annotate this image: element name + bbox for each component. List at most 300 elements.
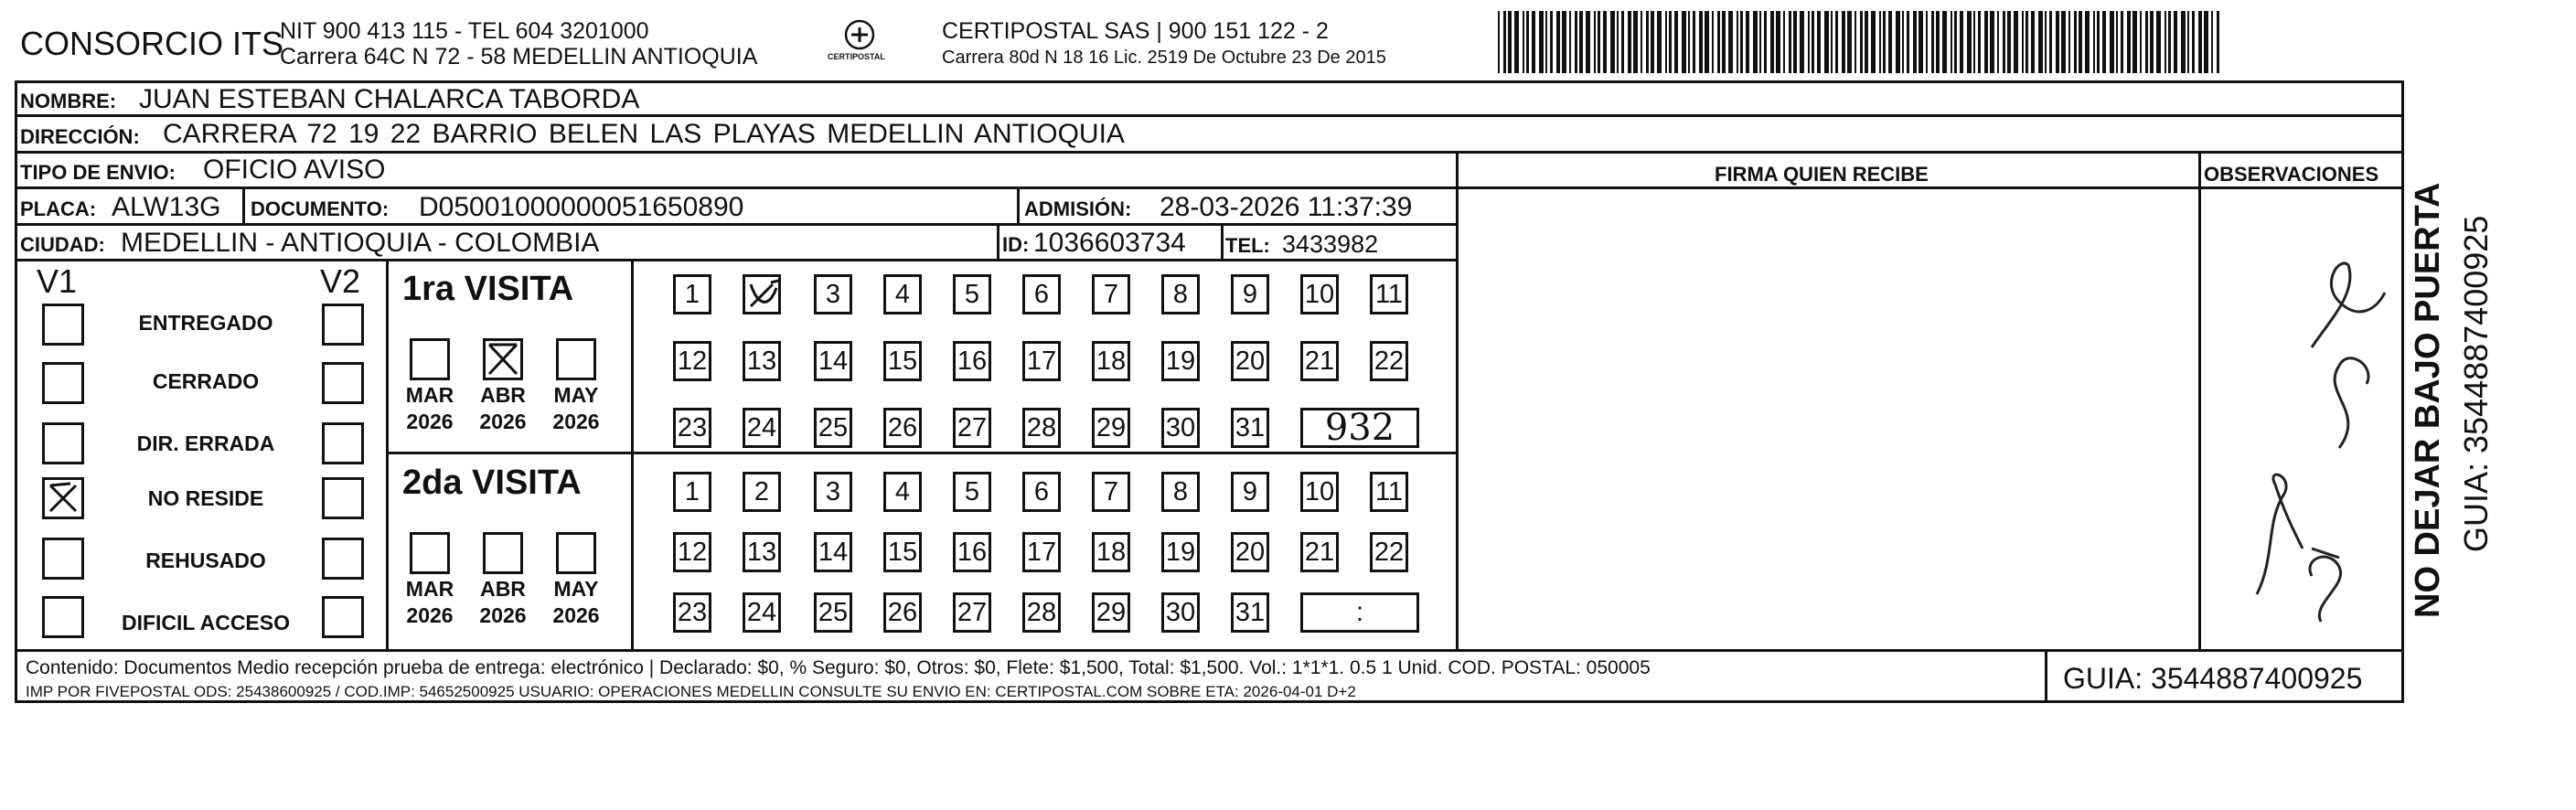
visit-2-day-box[interactable] bbox=[1161, 592, 1200, 633]
day-number: 23 bbox=[677, 412, 708, 442]
carrier-address: Carrera 80d N 18 16 Lic. 2519 De Octubre 23 De 2015 bbox=[942, 48, 1386, 68]
address-label: DIRECCIÓN: bbox=[20, 125, 140, 148]
day-number: 5 bbox=[964, 279, 980, 309]
barcode-bar bbox=[2116, 11, 2118, 73]
day-number: 18 bbox=[1096, 537, 1127, 567]
visit-2-day-box[interactable] bbox=[1231, 532, 1269, 572]
visit-2-day-box[interactable] bbox=[814, 532, 852, 572]
barcode-bar bbox=[1967, 11, 1972, 73]
barcode-bar bbox=[1579, 11, 1583, 73]
visit-1-day-box[interactable] bbox=[673, 274, 711, 314]
nit-line: NIT 900 413 115 - TEL 604 3201000 bbox=[280, 18, 649, 44]
city-label: CIUDAD: bbox=[20, 233, 105, 256]
visit-2-day-box[interactable] bbox=[673, 532, 711, 572]
visit-2-day-box[interactable] bbox=[953, 532, 991, 572]
barcode-bar bbox=[2140, 11, 2142, 73]
barcode-bar bbox=[1617, 11, 1619, 73]
day-number: 3 bbox=[825, 476, 841, 506]
barcode-bar bbox=[1569, 11, 1571, 73]
day-number: 26 bbox=[887, 597, 918, 627]
barcode-bar bbox=[2217, 11, 2219, 73]
barcode-bar bbox=[2014, 11, 2018, 73]
cell-divider bbox=[242, 188, 245, 223]
barcode-bar bbox=[2204, 11, 2208, 73]
visit-1-day-box[interactable] bbox=[1161, 341, 1200, 381]
visit-2-time-box[interactable] bbox=[1300, 592, 1419, 633]
day-number: 30 bbox=[1165, 412, 1196, 442]
column-divider bbox=[1456, 152, 1459, 649]
day-number: 11 bbox=[1374, 279, 1404, 309]
id-label: ID: bbox=[1002, 233, 1030, 256]
visit-1-day-box[interactable] bbox=[1022, 408, 1061, 448]
document-label: DOCUMENTO: bbox=[251, 197, 390, 220]
month-year: 2026 bbox=[479, 410, 527, 433]
day-number: 27 bbox=[957, 597, 988, 627]
barcode-bar bbox=[1603, 11, 1607, 73]
visit-2-day-box[interactable] bbox=[953, 592, 991, 633]
visit-2-day-box[interactable] bbox=[883, 532, 922, 572]
visit-1-month-label bbox=[549, 382, 604, 435]
barcode-bar bbox=[1550, 11, 1553, 73]
barcode-bar bbox=[1812, 11, 1814, 73]
visit-2-month-checkbox[interactable] bbox=[556, 532, 596, 574]
visit-2-month-checkbox[interactable] bbox=[483, 532, 523, 574]
visit-2-day-box[interactable] bbox=[743, 532, 781, 572]
barcode-bar bbox=[1896, 11, 1900, 73]
v1-status-checkbox[interactable] bbox=[42, 596, 84, 638]
id-value: 1036603734 bbox=[1033, 228, 1186, 258]
visit-1-day-box[interactable] bbox=[1092, 408, 1130, 448]
visit-2-day-box[interactable] bbox=[1231, 472, 1269, 512]
day-number: 31 bbox=[1235, 597, 1266, 627]
recipient-name: JUAN ESTEBAN CHALARCA TABORDA bbox=[139, 84, 640, 114]
barcode-bar bbox=[1753, 11, 1758, 73]
tel-value: 3433982 bbox=[1282, 230, 1379, 258]
day-number: 17 bbox=[1026, 537, 1057, 567]
barcode-bar bbox=[2038, 11, 2043, 73]
barcode-bar bbox=[1545, 11, 1547, 73]
visit-1-day-box[interactable] bbox=[953, 408, 991, 448]
barcode-bar bbox=[2093, 11, 2095, 73]
day-number: 2 bbox=[754, 476, 770, 506]
barcode-bar bbox=[2198, 11, 2202, 73]
circled-day-icon bbox=[745, 277, 782, 314]
visit-2-day-box[interactable] bbox=[883, 472, 922, 512]
row-divider bbox=[15, 151, 2404, 154]
barcode-bar bbox=[2164, 11, 2166, 73]
barcode-bar bbox=[1674, 11, 1678, 73]
visit-1-day-box[interactable] bbox=[673, 341, 711, 381]
visit-2-day-box[interactable] bbox=[743, 472, 781, 512]
visit-1-day-box[interactable] bbox=[883, 274, 922, 314]
visit-1-day-box[interactable] bbox=[1231, 408, 1269, 448]
visit-1-day-box[interactable] bbox=[883, 408, 922, 448]
day-number: 4 bbox=[894, 476, 911, 506]
month-name: MAY bbox=[553, 577, 599, 601]
barcode-bar bbox=[1865, 11, 1868, 73]
month-name: MAY bbox=[553, 383, 599, 407]
barcode-bar bbox=[1951, 11, 1952, 73]
barcode-bar bbox=[1503, 11, 1506, 73]
barcode-bar bbox=[1610, 11, 1615, 73]
barcode-bar bbox=[2097, 11, 2100, 73]
v1-status-checkbox[interactable] bbox=[42, 362, 84, 404]
barcode bbox=[1498, 11, 2229, 73]
visit-2-day-box[interactable] bbox=[1022, 532, 1061, 572]
v2-status-checkbox[interactable] bbox=[322, 422, 364, 464]
barcode-bar bbox=[2211, 11, 2213, 73]
visit-time: : bbox=[1355, 597, 1364, 627]
barcode-bar bbox=[1936, 11, 1940, 73]
month-year: 2026 bbox=[406, 410, 454, 433]
day-number: 20 bbox=[1235, 537, 1266, 567]
v2-status-checkbox[interactable] bbox=[322, 596, 364, 638]
day-number: 24 bbox=[746, 597, 777, 627]
barcode-bar bbox=[1978, 11, 1981, 73]
day-number: 1 bbox=[684, 476, 700, 506]
barcode-bar bbox=[1888, 11, 1892, 73]
visit-1-day-box[interactable] bbox=[743, 408, 781, 448]
visit-1-day-box[interactable] bbox=[814, 341, 852, 381]
visit-2-day-box[interactable] bbox=[1092, 532, 1130, 572]
visit-2-month-label bbox=[549, 576, 604, 629]
visit-1-day-box[interactable] bbox=[1022, 341, 1061, 381]
visit-1-day-box[interactable] bbox=[673, 408, 711, 448]
day-number: 28 bbox=[1026, 597, 1057, 627]
v1-status-checkbox[interactable] bbox=[42, 304, 84, 346]
barcode-bar bbox=[2068, 11, 2070, 73]
day-number: 22 bbox=[1374, 537, 1405, 567]
visit-2-day-box[interactable] bbox=[1300, 472, 1339, 512]
month-year: 2026 bbox=[406, 603, 454, 627]
barcode-bar bbox=[2085, 11, 2090, 73]
barcode-bar bbox=[1824, 11, 1829, 73]
barcode-bar bbox=[1871, 11, 1876, 73]
day-number: 29 bbox=[1096, 412, 1127, 442]
day-number: 10 bbox=[1304, 476, 1335, 506]
barcode-bar bbox=[1847, 11, 1852, 73]
visit-1-day-box[interactable] bbox=[1161, 274, 1200, 314]
day-number: 16 bbox=[957, 346, 988, 376]
barcode-bar bbox=[1831, 11, 1833, 73]
barcode-bar bbox=[1722, 11, 1726, 73]
barcode-bar bbox=[1931, 11, 1934, 73]
barcode-bar bbox=[2061, 11, 2066, 73]
barcode-bar bbox=[1789, 11, 1791, 73]
barcode-bar bbox=[1737, 11, 1738, 73]
carrier-line: CERTIPOSTAL SAS | 900 151 122 - 2 bbox=[942, 18, 1329, 44]
month-name: ABR bbox=[480, 383, 526, 407]
visit-1-month-label bbox=[476, 382, 530, 435]
day-number: 8 bbox=[1172, 279, 1189, 309]
barcode-bar bbox=[1562, 11, 1566, 73]
visit-1-day-box[interactable] bbox=[743, 274, 781, 314]
day-number: 6 bbox=[1033, 476, 1050, 506]
barcode-bar bbox=[1740, 11, 1743, 73]
cell-divider bbox=[1221, 225, 1224, 260]
day-number: 13 bbox=[746, 346, 777, 376]
visit-2-day-box[interactable] bbox=[1231, 592, 1269, 633]
cell-divider bbox=[1017, 188, 1020, 223]
visit-2-day-box[interactable] bbox=[673, 472, 711, 512]
barcode-bar bbox=[2174, 11, 2177, 73]
row-divider bbox=[15, 223, 1456, 226]
barcode-bar bbox=[1960, 11, 1963, 73]
barcode-bar bbox=[2079, 11, 2082, 73]
visit-1-day-box[interactable] bbox=[814, 274, 852, 314]
day-number: 5 bbox=[964, 476, 980, 506]
side-notice: NO DEJAR BAJO PUERTA bbox=[2409, 182, 2447, 618]
barcode-bar bbox=[2022, 11, 2024, 73]
barcode-bar bbox=[1508, 11, 1512, 73]
day-number: 19 bbox=[1165, 537, 1196, 567]
visit-2-month-label bbox=[402, 576, 457, 629]
barcode-bar bbox=[2168, 11, 2171, 73]
visit-1-day-box[interactable] bbox=[1300, 341, 1339, 381]
day-number: 1 bbox=[684, 279, 700, 309]
barcode-bar bbox=[1651, 11, 1654, 73]
admission-label: ADMISIÓN: bbox=[1024, 197, 1132, 220]
month-name: MAR bbox=[405, 383, 454, 407]
visit-1-month-checkbox[interactable] bbox=[556, 338, 596, 380]
city-value: MEDELLIN - ANTIOQUIA - COLOMBIA bbox=[121, 228, 600, 258]
day-number: 16 bbox=[957, 537, 988, 567]
barcode-bar bbox=[2026, 11, 2028, 73]
visit-2-day-box[interactable] bbox=[1092, 592, 1130, 633]
day-number: 23 bbox=[677, 597, 708, 627]
visit-1-day-box[interactable] bbox=[1370, 341, 1408, 381]
barcode-bar bbox=[1498, 11, 1500, 73]
visit-1-day-box[interactable] bbox=[953, 274, 991, 314]
day-number: 25 bbox=[818, 412, 849, 442]
barcode-bar bbox=[2003, 11, 2005, 73]
v2-status-checkbox[interactable] bbox=[322, 362, 364, 404]
barcode-bar bbox=[1919, 11, 1923, 73]
row-divider bbox=[15, 114, 2404, 117]
barcode-bar bbox=[1646, 11, 1649, 73]
cell-divider bbox=[2045, 649, 2047, 703]
barcode-bar bbox=[1842, 11, 1845, 73]
barcode-bar bbox=[1575, 11, 1577, 73]
barcode-bar bbox=[1883, 11, 1886, 73]
barcode-bar bbox=[1997, 11, 1999, 73]
day-number: 28 bbox=[1026, 412, 1057, 442]
day-number: 27 bbox=[957, 412, 988, 442]
status-label: REHUSADO bbox=[145, 549, 266, 572]
barcode-bar bbox=[2031, 11, 2035, 73]
document-value: D05001000000051650890 bbox=[419, 192, 744, 222]
day-number: 3 bbox=[825, 279, 841, 309]
barcode-bar bbox=[2056, 11, 2059, 73]
v2-status-checkbox[interactable] bbox=[322, 304, 364, 346]
visit-1-day-box[interactable] bbox=[1092, 341, 1130, 381]
barcode-bar bbox=[1523, 11, 1524, 73]
observation-handwriting bbox=[2202, 238, 2403, 640]
barcode-bar bbox=[1800, 11, 1804, 73]
barcode-bar bbox=[1621, 11, 1624, 73]
day-number: 9 bbox=[1242, 279, 1258, 309]
visit-2-day-box[interactable] bbox=[743, 592, 781, 633]
barcode-bar bbox=[1793, 11, 1797, 73]
barcode-bar bbox=[1633, 11, 1638, 73]
visit-2-day-box[interactable] bbox=[1092, 472, 1130, 512]
plate-value: ALW13G bbox=[112, 192, 221, 222]
day-number: 9 bbox=[1242, 476, 1258, 506]
row-divider bbox=[15, 187, 2404, 189]
certipostal-logo bbox=[818, 16, 901, 68]
visit-1-day-box[interactable] bbox=[1022, 274, 1061, 314]
day-number: 12 bbox=[677, 346, 708, 376]
footer-content: Contenido: Documentos Medio recepción prueba de entrega: electrónico | Declarado: $0, % Seguro: $0, Otros: $0, Flete: $1,500, Total: $1,500. Vol.: 1*1*1. 0.5 1 Unid. COD. POSTAL: 050005 bbox=[26, 657, 1651, 678]
day-number: 24 bbox=[746, 412, 777, 442]
barcode-bar bbox=[1712, 11, 1714, 73]
barcode-bar bbox=[1688, 11, 1690, 73]
visit-2-day-box[interactable] bbox=[814, 592, 852, 633]
visit-2-day-box[interactable] bbox=[1161, 532, 1200, 572]
v1-status-checkbox[interactable] bbox=[42, 422, 84, 464]
day-number: 7 bbox=[1103, 279, 1119, 309]
shipment-type: OFICIO AVISO bbox=[203, 155, 386, 185]
barcode-bar bbox=[1835, 11, 1838, 73]
visit-1-time-box[interactable] bbox=[1300, 408, 1419, 448]
barcode-bar bbox=[1728, 11, 1733, 73]
visit-2-day-box[interactable] bbox=[1300, 532, 1339, 572]
barcode-bar bbox=[2110, 11, 2114, 73]
observations-label: OBSERVACIONES bbox=[2204, 163, 2379, 186]
day-number: 20 bbox=[1235, 346, 1266, 376]
barcode-bar bbox=[1746, 11, 1749, 73]
barcode-bar bbox=[2121, 11, 2123, 73]
barcode-bar bbox=[1954, 11, 1957, 73]
visit-2-day-box[interactable] bbox=[883, 592, 922, 633]
visit-1-day-box[interactable] bbox=[1161, 408, 1200, 448]
company-address: Carrera 64C N 72 - 58 MEDELLIN ANTIOQUIA bbox=[280, 44, 758, 69]
barcode-bar bbox=[1913, 11, 1917, 73]
v1-status-checkbox[interactable] bbox=[42, 538, 84, 580]
barcode-bar bbox=[1594, 11, 1596, 73]
barcode-bar bbox=[2181, 11, 2186, 73]
barcode-bar bbox=[1514, 11, 1519, 73]
visit-2-month-label bbox=[476, 576, 530, 629]
month-year: 2026 bbox=[552, 410, 600, 433]
month-year: 2026 bbox=[552, 603, 600, 627]
barcode-bar bbox=[1817, 11, 1821, 73]
visit-divider bbox=[386, 452, 1456, 454]
column-divider bbox=[386, 260, 389, 649]
day-number: 18 bbox=[1096, 346, 1127, 376]
visit-2-day-box[interactable] bbox=[673, 592, 711, 633]
day-number: 15 bbox=[887, 537, 918, 567]
visit-2-month-checkbox[interactable] bbox=[410, 532, 450, 574]
barcode-bar bbox=[1628, 11, 1631, 73]
visit-1-day-box[interactable] bbox=[1231, 341, 1269, 381]
status-label: DIFICIL ACCESO bbox=[121, 611, 290, 634]
v1-label: V1 bbox=[37, 262, 78, 300]
barcode-bar bbox=[1586, 11, 1590, 73]
visit-2-day-box[interactable] bbox=[1022, 472, 1061, 512]
barcode-bar bbox=[1926, 11, 1928, 73]
column-divider bbox=[2198, 152, 2201, 649]
barcode-bar bbox=[1699, 11, 1703, 73]
visit-1-day-box[interactable] bbox=[1300, 274, 1339, 314]
footer-guide: GUIA: 3544887400925 bbox=[2063, 662, 2363, 695]
barcode-bar bbox=[1539, 11, 1544, 73]
v2-status-checkbox[interactable] bbox=[322, 538, 364, 580]
visit-2-day-box[interactable] bbox=[1370, 532, 1408, 572]
visit-2-day-box[interactable] bbox=[1370, 472, 1408, 512]
barcode-bar bbox=[2074, 11, 2077, 73]
barcode-bar bbox=[2049, 11, 2052, 73]
barcode-bar bbox=[1907, 11, 1909, 73]
v2-status-checkbox[interactable] bbox=[322, 477, 364, 519]
day-number: 7 bbox=[1103, 476, 1119, 506]
footer-imp: IMP POR FIVEPOSTAL ODS: 25438600925 / COD.IMP: 54652500925 USUARIO: OPERACIONES MEDELLIN CONSULTE SU ENVIO EN: CERTIPOSTAL.COM SOBRE ETA: 2026-04-01 D+2 bbox=[26, 683, 1356, 700]
barcode-bar bbox=[2102, 11, 2106, 73]
barcode-bar bbox=[1532, 11, 1535, 73]
visit-1-day-box[interactable] bbox=[1231, 274, 1269, 314]
day-number: 21 bbox=[1304, 537, 1335, 567]
day-number: 6 bbox=[1033, 279, 1050, 309]
day-number: 31 bbox=[1235, 412, 1266, 442]
barcode-bar bbox=[1973, 11, 1975, 73]
visit-2-day-box[interactable] bbox=[1022, 592, 1061, 633]
barcode-bar bbox=[1783, 11, 1785, 73]
visit-1-day-box[interactable] bbox=[743, 341, 781, 381]
barcode-bar bbox=[1808, 11, 1810, 73]
visit-time: 932 bbox=[1324, 407, 1395, 449]
visit-1-day-box[interactable] bbox=[814, 408, 852, 448]
visit-2-day-box[interactable] bbox=[953, 472, 991, 512]
barcode-bar bbox=[1770, 11, 1774, 73]
day-number: 8 bbox=[1172, 476, 1189, 506]
visit-1-day-box[interactable] bbox=[883, 341, 922, 381]
status-label: ENTREGADO bbox=[138, 311, 273, 335]
visit-1-day-box[interactable] bbox=[953, 341, 991, 381]
v1-status-checkbox[interactable] bbox=[42, 477, 84, 519]
type-label: TIPO DE ENVIO: bbox=[20, 161, 176, 184]
barcode-bar bbox=[1693, 11, 1695, 73]
logo-text: CERTIPOSTAL bbox=[828, 52, 885, 61]
barcode-bar bbox=[1984, 11, 1988, 73]
visit-1-day-box[interactable] bbox=[1370, 274, 1408, 314]
visit-1-month-checkbox[interactable] bbox=[483, 338, 523, 380]
status-label: NO RESIDE bbox=[147, 486, 264, 510]
barcode-bar bbox=[1759, 11, 1761, 73]
visit-1-day-box[interactable] bbox=[1092, 274, 1130, 314]
column-divider bbox=[631, 260, 634, 649]
visit-1-month-checkbox[interactable] bbox=[410, 338, 450, 380]
recipient-address: CARRERA 72 19 22 BARRIO BELEN LAS PLAYAS MEDELLIN ANTIOQUIA bbox=[163, 119, 1125, 149]
side-guide: GUIA: 3544887400925 bbox=[2457, 215, 2495, 552]
barcode-bar bbox=[1657, 11, 1662, 73]
barcode-bar bbox=[1598, 11, 1600, 73]
barcode-bar bbox=[1641, 11, 1642, 73]
barcode-bar bbox=[1902, 11, 1904, 73]
admission-value: 28-03-2026 11:37:39 bbox=[1160, 192, 1413, 222]
visit-2-day-box[interactable] bbox=[1161, 472, 1200, 512]
day-number: 29 bbox=[1096, 597, 1127, 627]
company-name: CONSORCIO ITS bbox=[20, 25, 284, 62]
status-label: DIR. ERRADA bbox=[136, 432, 275, 455]
visit-2-day-box[interactable] bbox=[814, 472, 852, 512]
barcode-bar bbox=[1665, 11, 1667, 73]
barcode-bar bbox=[2007, 11, 2011, 73]
visit-1-month-label bbox=[402, 382, 457, 435]
barcode-bar bbox=[1764, 11, 1767, 73]
barcode-bar bbox=[2187, 11, 2189, 73]
day-number: 13 bbox=[746, 537, 777, 567]
check-x-icon bbox=[486, 341, 520, 378]
